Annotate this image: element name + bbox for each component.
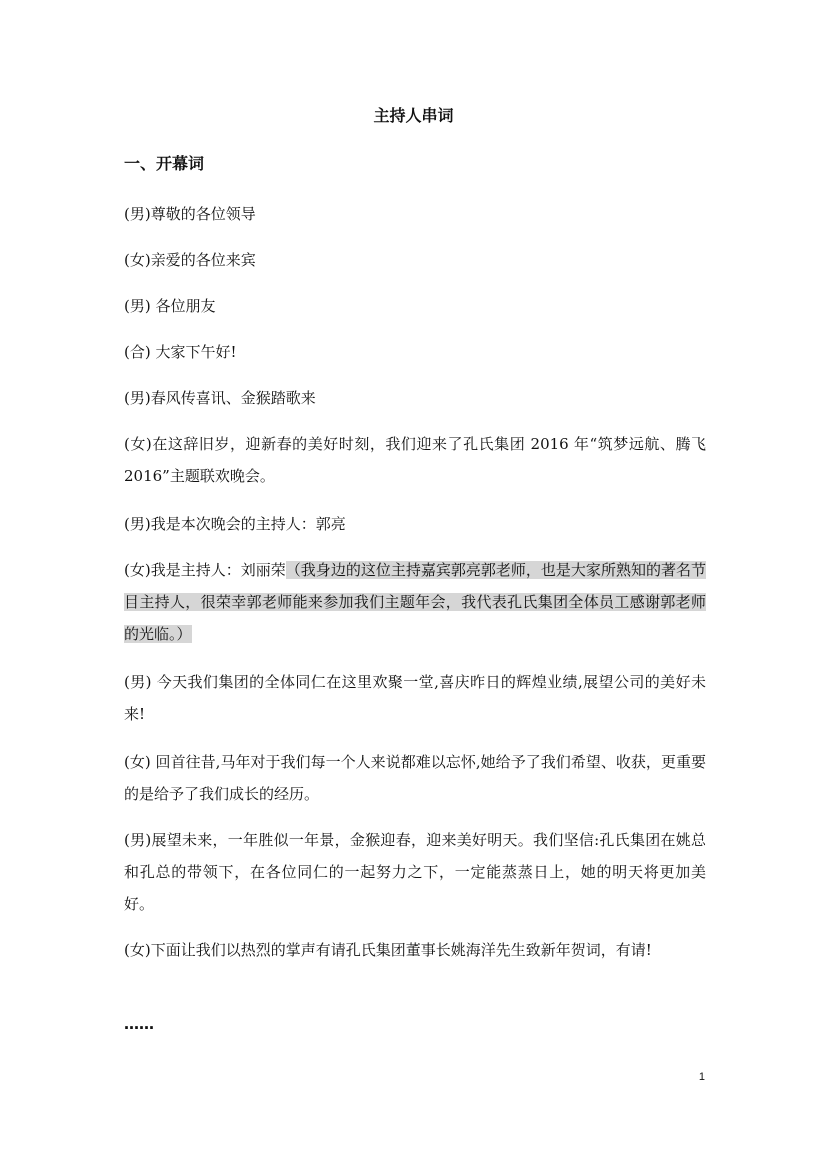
script-line: (女) 回首往昔,马年对于我们每一个人来说都难以忘怀,她给予了我们希望、收获，更重要的是给予了我们成长的经历。 [124, 753, 706, 803]
continuation-ellipsis: …… [124, 1015, 154, 1033]
script-line: (男) 各位朋友 [124, 297, 216, 315]
script-line: (女)下面让我们以热烈的掌声有请孔氏集团董事长姚海洋先生致新年贺词，有请! [124, 941, 652, 959]
document-title: 主持人串词 [373, 106, 454, 125]
script-line: (男) 今天我们集团的全体同仁在这里欢聚一堂,喜庆昨日的辉煌业绩,展望公司的美好未来! [124, 673, 706, 723]
script-line: (男)尊敬的各位领导 [124, 205, 256, 223]
script-line: (女)在这辞旧岁，迎新春的美好时刻，我们迎来了孔氏集团 2016 年“筑梦远航、腾飞 2016”主题联欢晚会。 [124, 435, 706, 485]
section-heading: 一、开幕词 [124, 154, 205, 173]
page-number: 1 [698, 1071, 705, 1083]
highlighted-note: （我身边的这位主持嘉宾郭亮郭老师，也是大家所熟知的著名节目主持人，很荣幸郭老师能来参加我们主题年会，我代表孔氏集团全体员工感谢郭老师的光临。） [124, 561, 706, 643]
script-line: (合) 大家下午好! [124, 343, 237, 361]
script-line: (男)春风传喜讯、金猴踏歌来 [124, 389, 316, 407]
script-line: (女)亲爱的各位来宾 [124, 251, 256, 269]
script-line: (男)展望未来，一年胜似一年景，金猴迎春，迎来美好明天。我们坚信:孔氏集团在姚总和孔总的带领下，在各位同仁的一起努力之下，一定能蒸蒸日上，她的明天将更加美好。 [124, 831, 706, 913]
host-intro-paragraph [124, 554, 706, 650]
script-line: (男)我是本次晚会的主持人：郭亮 [124, 515, 346, 533]
host-intro-text: (女)我是主持人：刘丽荣 [124, 561, 286, 579]
